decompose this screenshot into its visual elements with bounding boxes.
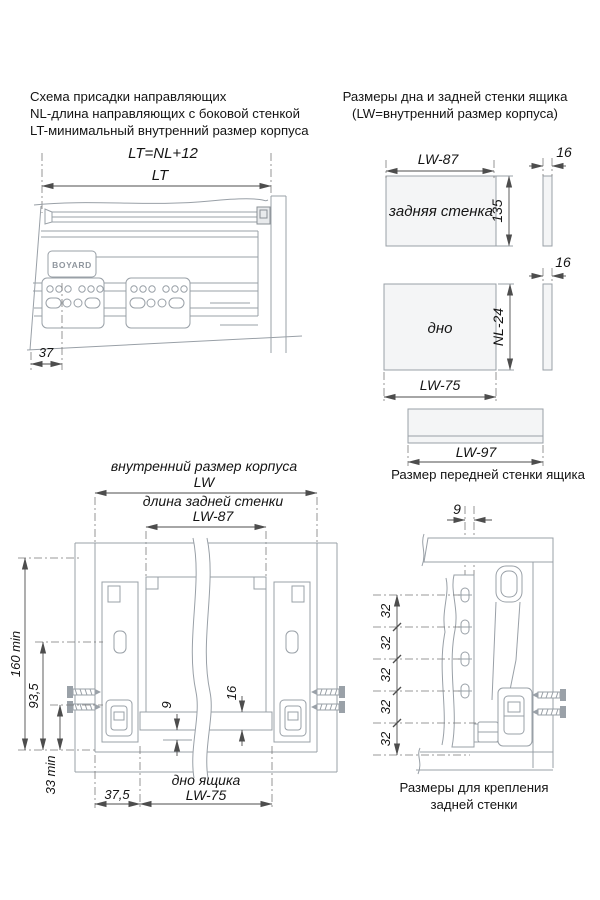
bottom-board-caption: дно ящика (171, 772, 241, 788)
hole-spacing-dim: 32 (378, 731, 393, 747)
bottom-panel-label: дно (427, 320, 453, 337)
hole-spacing-dim: 32 (378, 699, 393, 715)
back-wall-length-dim: LW-87 (192, 508, 234, 524)
back-wall-width-dim: LW-87 (417, 151, 459, 167)
height-min-dim: 160 min (8, 630, 23, 678)
note-line: (LW=внутренний размер корпуса) (352, 106, 558, 121)
note-line: Размеры дна и задней стенки ящика (342, 89, 568, 104)
back-wall-height-dim: 135 (489, 199, 505, 223)
cabinet-top-break-line (34, 199, 268, 205)
panel-bottom-edge (27, 336, 302, 350)
hole-spacing-dim: 32 (378, 603, 393, 619)
brand-logo: BOYARD (52, 260, 92, 270)
screw-icon (67, 686, 101, 713)
note-line: Схема присадки направляющих (30, 89, 227, 104)
bottom-panel-width-dim: LW-75 (419, 377, 461, 393)
back-wall-panel-diagram (386, 144, 572, 246)
brand-plate (48, 251, 96, 277)
front-panel-caption: Размер передней стенки ящика (391, 467, 585, 482)
drawer-side-profile-left (102, 582, 138, 742)
bottom-board-width-dim: LW-75 (185, 787, 227, 803)
screw-icon (532, 689, 566, 718)
note-slide-scheme (30, 89, 309, 138)
screw-icon (311, 686, 345, 713)
drawer-side-profile-section (478, 566, 532, 746)
bottom-recess-dim: 9 (159, 701, 174, 709)
hole-spacing-dim: 32 (378, 635, 393, 651)
bottom-panel-length-dim: NL-24 (490, 307, 506, 347)
front-panel-diagram (391, 409, 586, 482)
rear-view-diagram (8, 458, 345, 808)
note-line: LT-минимальный внутренний размер корпуса (30, 123, 309, 138)
upper-holes-dim: 93,5 (26, 683, 41, 709)
fastening-caption-line1: Размеры для крепления (399, 780, 549, 795)
formula-label: LT=NL+12 (128, 145, 198, 162)
bottom-panel-thickness-dim: 16 (555, 254, 571, 270)
lower-holes-dim: 33 min (43, 755, 58, 795)
drawer-side-profile-right (274, 582, 310, 742)
back-wall-thickness-dim: 16 (556, 144, 572, 160)
hole-spacing-dim: 32 (378, 667, 393, 683)
back-wall-label: задняя стенка (389, 203, 493, 220)
lt-dim-label: LT (151, 167, 169, 184)
bottom-thickness-dim: 16 (224, 685, 239, 701)
cabinet-side-wall (271, 196, 286, 353)
front-offset-dim-label: 37 (38, 345, 54, 360)
back-wall-length-caption: длина задней стенки (142, 493, 284, 509)
inner-width-dim: LW (193, 474, 215, 490)
edge-offset-dim: 9 (453, 501, 461, 517)
mounting-hole-plate (42, 278, 104, 328)
fastening-caption-line2: задней стенки (430, 797, 518, 812)
back-wall-edge-view (543, 176, 552, 246)
slide-side-view-diagram (27, 145, 302, 370)
slide-rail (45, 207, 270, 224)
fastening-view-diagram (373, 501, 566, 812)
note-box-sizes (343, 89, 569, 121)
front-panel-width-dim: LW-97 (455, 444, 497, 460)
mounting-hole-plate (126, 278, 190, 328)
bottom-panel-diagram (384, 254, 571, 401)
inner-width-caption: внутренний размер корпуса (110, 458, 298, 474)
bottom-panel-edge-view (543, 284, 552, 370)
side-offset-dim: 37,5 (104, 787, 130, 802)
note-line: NL-длина направляющих с боковой стенкой (30, 106, 300, 121)
